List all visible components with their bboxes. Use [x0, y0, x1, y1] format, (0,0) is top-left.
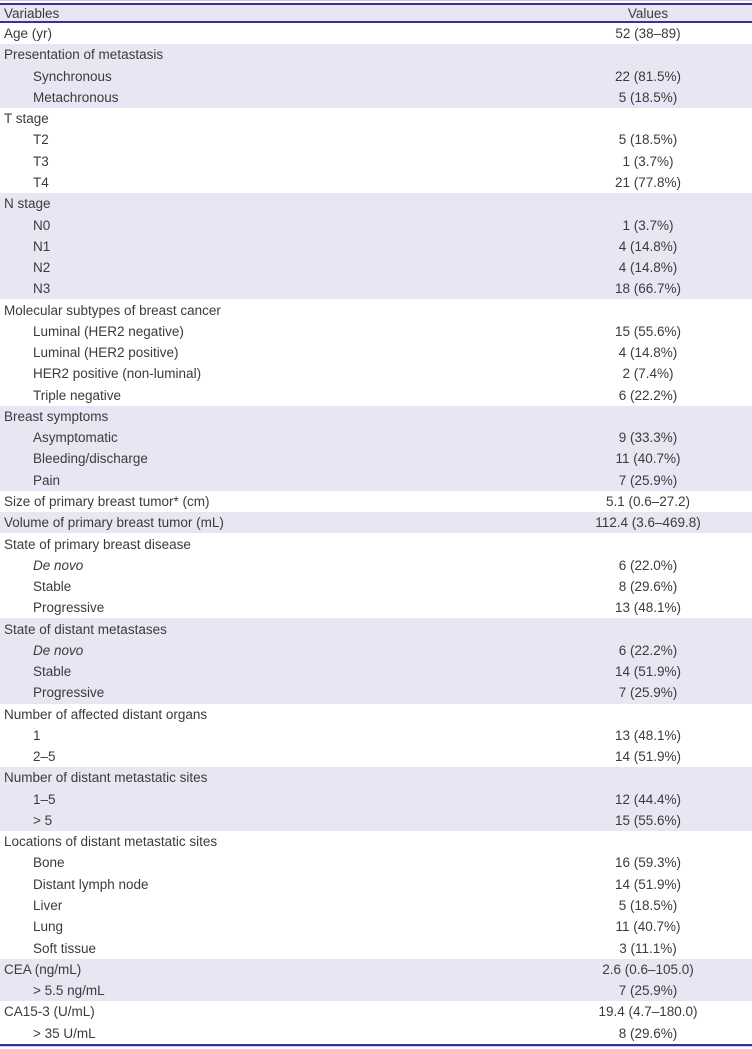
variable-label: T stage	[4, 111, 49, 127]
variable-label: Presentation of metastasis	[4, 47, 164, 63]
value-cell: 11 (40.7%)	[615, 919, 681, 935]
value-cell: 1 (3.7%)	[622, 153, 674, 169]
variable-label: De novo	[33, 557, 84, 573]
value-cell: 3 (11.1%)	[619, 940, 677, 956]
table-row	[0, 44, 752, 65]
variable-label: Soft tissue	[33, 940, 97, 956]
value-cell	[544, 44, 752, 65]
variable-label: Stable	[33, 664, 72, 680]
value-cell: 6 (22.2%)	[618, 642, 678, 658]
variable-label: CA15-3 (U/mL)	[4, 1004, 95, 1020]
table-row	[0, 448, 752, 469]
table-row	[0, 831, 752, 852]
header-row	[0, 4, 752, 22]
value-cell: 7 (25.9%)	[618, 472, 678, 488]
variable-label: Size of primary breast tumor* (cm)	[4, 493, 210, 509]
variable-label: Molecular subtypes of breast cancer	[4, 302, 221, 318]
value-cell: 112.4 (3.6–469.8)	[595, 515, 701, 531]
variable-label: Liver	[33, 898, 63, 914]
variable-label: 2–5	[33, 749, 56, 765]
variable-label: Asymptomatic	[33, 430, 118, 446]
table-row	[0, 470, 752, 491]
value-cell: 14 (51.9%)	[614, 876, 682, 892]
value-cell: 14 (51.9%)	[614, 749, 682, 765]
value-cell	[544, 108, 752, 129]
value-cell: 11 (40.7%)	[615, 451, 681, 467]
value-cell: 5 (18.5%)	[618, 132, 678, 148]
table-row	[0, 597, 752, 618]
value-cell	[544, 533, 752, 554]
variable-label: N stage	[4, 196, 51, 212]
value-cell: 12 (44.4%)	[614, 791, 682, 807]
variable-label: T3	[33, 153, 49, 169]
variable-label: Progressive	[33, 685, 105, 701]
variable-label: 1	[33, 727, 41, 743]
table-row	[0, 916, 752, 937]
variable-label: Distant lymph node	[33, 876, 149, 892]
variable-label: N2	[33, 260, 51, 276]
value-cell	[544, 831, 752, 852]
table-row	[0, 640, 752, 661]
value-cell: 22 (81.5%)	[614, 68, 682, 84]
variable-label: Pain	[33, 472, 61, 488]
value-cell: 7 (25.9%)	[618, 983, 678, 999]
value-cell: 1 (3.7%)	[622, 217, 674, 233]
variable-label: State of primary breast disease	[4, 536, 191, 552]
table-row	[0, 385, 752, 406]
table-row	[0, 618, 752, 639]
table-row	[0, 427, 752, 448]
variable-label: Stable	[33, 579, 72, 595]
variable-label: Lung	[33, 919, 64, 935]
value-cell: 15 (55.6%)	[614, 323, 682, 339]
table-row	[0, 151, 752, 172]
variable-label: Luminal (HER2 positive)	[33, 345, 179, 361]
variable-label: > 35 U/mL	[33, 1025, 96, 1041]
value-cell: 5 (18.5%)	[618, 898, 678, 914]
table-row	[0, 746, 752, 767]
table-row	[0, 236, 752, 257]
table-row	[0, 874, 752, 895]
value-cell: 5 (18.5%)	[618, 89, 678, 105]
table-row	[0, 576, 752, 597]
table-row	[0, 512, 752, 533]
table-row	[0, 299, 752, 320]
table-row	[0, 937, 752, 958]
table-row	[0, 278, 752, 299]
value-cell: 13 (48.1%)	[614, 600, 682, 616]
column-header-values: Values	[627, 5, 669, 21]
table-row	[0, 342, 752, 363]
table-row	[0, 108, 752, 129]
table-row	[0, 725, 752, 746]
variable-label: Synchronous	[33, 68, 112, 84]
table-row	[0, 852, 752, 873]
table-row	[0, 959, 752, 980]
table-row	[0, 533, 752, 554]
patient-characteristics-table	[0, 3, 752, 1046]
variable-label: Breast symptoms	[4, 408, 109, 424]
table-row	[0, 193, 752, 214]
table-row	[0, 406, 752, 427]
table-row	[0, 682, 752, 703]
variable-label: > 5.5 ng/mL	[33, 983, 105, 999]
value-cell	[544, 193, 752, 214]
value-cell	[544, 767, 752, 788]
value-cell: 4 (14.8%)	[618, 345, 678, 361]
table-row	[0, 980, 752, 1001]
variable-label: T4	[33, 174, 49, 190]
table-row	[0, 661, 752, 682]
variable-label: Age (yr)	[4, 26, 53, 42]
value-cell	[544, 406, 752, 427]
table-row	[0, 767, 752, 788]
value-cell	[544, 704, 752, 725]
variable-label: Metachronous	[33, 89, 119, 105]
value-cell: 2 (7.4%)	[622, 366, 674, 382]
value-cell: 6 (22.0%)	[618, 557, 678, 573]
table-row	[0, 22, 752, 44]
value-cell: 18 (66.7%)	[614, 281, 682, 297]
value-cell: 9 (33.3%)	[618, 430, 678, 446]
table-row	[0, 363, 752, 384]
table-row	[0, 1022, 752, 1044]
value-cell: 13 (48.1%)	[614, 727, 682, 743]
variable-label: Bleeding/discharge	[33, 451, 148, 467]
variable-label: N3	[33, 281, 51, 297]
variable-label: Number of affected distant organs	[4, 706, 208, 722]
table-row	[0, 321, 752, 342]
variable-label: N1	[33, 238, 51, 254]
value-cell: 15 (55.6%)	[614, 812, 682, 828]
variable-label: Luminal (HER2 negative)	[33, 323, 184, 339]
bottom-hairline	[0, 1046, 752, 1047]
table-row	[0, 555, 752, 576]
value-cell: 5.1 (0.6–27.2)	[605, 493, 691, 509]
table-row	[0, 257, 752, 278]
variable-label: T2	[33, 132, 49, 148]
value-cell	[544, 618, 752, 639]
table-row	[0, 214, 752, 235]
value-cell: 21 (77.8%)	[614, 174, 682, 190]
value-cell: 19.4 (4.7–180.0)	[598, 1004, 698, 1020]
value-cell: 7 (25.9%)	[618, 685, 678, 701]
value-cell: 16 (59.3%)	[614, 855, 682, 871]
variable-label: Number of distant metastatic sites	[4, 770, 208, 786]
table-row	[0, 66, 752, 87]
value-cell: 14 (51.9%)	[614, 664, 682, 680]
variable-label: Bone	[33, 855, 65, 871]
table-row	[0, 789, 752, 810]
value-cell: 52 (38–89)	[615, 26, 681, 42]
value-cell: 2.6 (0.6–105.0)	[602, 961, 694, 977]
variable-label: Progressive	[33, 600, 105, 616]
value-cell: 6 (22.2%)	[618, 387, 678, 403]
variable-label: De novo	[33, 642, 84, 658]
variable-label: Triple negative	[33, 387, 122, 403]
column-header-variables: Variables	[4, 5, 60, 21]
variable-label: CEA (ng/mL)	[4, 961, 82, 977]
variable-label: N0	[33, 217, 51, 233]
table-header	[0, 4, 752, 22]
value-cell: 8 (29.6%)	[618, 1025, 678, 1041]
table-row	[0, 172, 752, 193]
table-row	[0, 1001, 752, 1022]
table-row	[0, 491, 752, 512]
variable-label: State of distant metastases	[4, 621, 167, 637]
variable-label: Volume of primary breast tumor (mL)	[4, 515, 224, 531]
value-cell	[544, 299, 752, 320]
table-row	[0, 704, 752, 725]
table-body	[0, 22, 752, 1045]
value-cell: 4 (14.8%)	[618, 238, 678, 254]
table-row	[0, 895, 752, 916]
value-cell: 4 (14.8%)	[618, 260, 678, 276]
table-row	[0, 129, 752, 150]
variable-label: Locations of distant metastatic sites	[4, 834, 218, 850]
value-cell: 8 (29.6%)	[618, 579, 678, 595]
variable-label: 1–5	[33, 791, 56, 807]
table-row	[0, 810, 752, 831]
variable-label: HER2 positive (non-luminal)	[33, 366, 202, 382]
table-row	[0, 87, 752, 108]
variable-label: > 5	[33, 812, 53, 828]
